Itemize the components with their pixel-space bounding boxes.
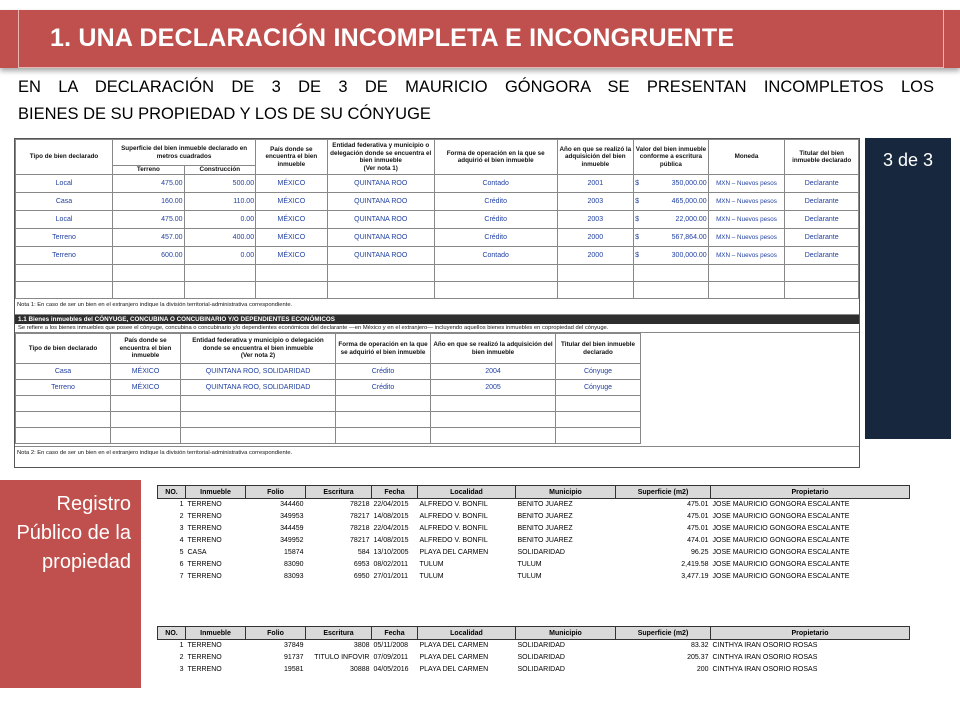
declaration-row — [16, 229, 859, 247]
header-construccion: Construcción — [184, 166, 256, 175]
registry-cell: SOLIDARIDAD — [517, 549, 565, 556]
cell-construccion: 110.00 — [184, 193, 256, 211]
cell-pais: MÉXICO — [256, 229, 328, 247]
cell-tipo: Terreno — [16, 380, 111, 396]
registry-cell: 15874 — [284, 549, 304, 556]
registry-row — [158, 511, 910, 523]
spouse-row — [16, 380, 641, 396]
registry-cell: BENITO JUAREZ — [517, 501, 573, 509]
cell-titular: Cónyuge — [556, 364, 641, 380]
registry-cell: CINTHYA IRAN OSORIO ROSAS — [712, 654, 818, 661]
cell-entidad: QUINTANA ROO — [327, 193, 434, 211]
registry-cell: 22/04/2015 — [373, 501, 409, 509]
registry-cell: SOLIDARIDAD — [517, 666, 565, 673]
registry-cell: TERRENO — [187, 501, 222, 509]
cell-anio: 2000 — [557, 247, 634, 265]
declaration-row — [16, 247, 859, 265]
header-entidad — [327, 140, 434, 175]
currency-symbol: $ — [635, 252, 640, 259]
registry-cell: BENITO JUAREZ — [517, 537, 573, 544]
registry-cell: TULUM — [517, 573, 542, 580]
registry-rows-spouse — [158, 640, 910, 676]
registry-table-spouse — [157, 626, 910, 676]
registry-cell: 4 — [179, 537, 184, 544]
registry-rows-owner — [158, 499, 910, 583]
registry-cell: 3 — [179, 525, 184, 532]
registry-cell: 344459 — [280, 525, 304, 532]
registry-cell: 475.01 — [687, 525, 709, 532]
intro-line-1: EN LA DECLARACIÓN DE 3 DE 3 DE MAURICIO GÓNGORA SE PRESENTAN INCOMPLETOS LOS — [18, 78, 934, 96]
header-moneda: Moneda — [708, 140, 785, 175]
registry-cell: 584 — [357, 549, 370, 556]
note-2: Nota 2: En caso de ser un bien en el extranjero indique la división territorial-administrativa correspondiente. — [15, 446, 859, 462]
currency-symbol: $ — [635, 198, 640, 205]
cell-terreno: 600.00 — [113, 247, 185, 265]
registry-cell: BENITO JUAREZ — [517, 525, 573, 532]
spouse-properties-rows — [16, 364, 641, 444]
spouse-section-desc: Se refiere a los bienes inmuebles que posee el cónyuge, concubina o concubinario y/o dependientes económicos del declarante —en México y en el extranjero— incluyendo aquellos bienes inmuebles en copropiedad del cónyuge. — [15, 324, 859, 333]
empty-cell — [113, 265, 185, 282]
empty-cell — [16, 396, 111, 412]
registry-cell: 3,477.19 — [681, 573, 709, 580]
empty-cell — [431, 428, 556, 444]
cell-moneda: MXN – Nuevos pesos — [708, 193, 785, 211]
registry-row — [158, 547, 910, 559]
empty-cell — [634, 265, 709, 282]
registry-cell: CASA — [187, 549, 207, 556]
title-bar — [0, 10, 960, 68]
empty-cell — [256, 282, 328, 299]
cell-titular: Cónyuge — [556, 380, 641, 396]
declaration-row — [16, 211, 859, 229]
currency-symbol: $ — [635, 180, 640, 187]
cell-forma: Contado — [434, 175, 557, 193]
cell-anio: 2003 — [557, 193, 634, 211]
cell-titular: Declarante — [785, 229, 859, 247]
registry-row — [158, 664, 910, 676]
registry-cell: 474.01 — [687, 537, 709, 544]
cell-pais: MÉXICO — [256, 211, 328, 229]
registry-cell: 19581 — [284, 666, 304, 673]
empty-cell — [16, 282, 113, 299]
cell-valor-amount: 567,864.00 — [671, 234, 707, 241]
registry-cell: TULUM — [419, 561, 444, 568]
spouse-header-entidad-text: Entidad federativa y municipio o delegación donde se encuentra el bien inmueble — [192, 337, 324, 352]
registry-row — [158, 523, 910, 535]
empty-cell — [431, 396, 556, 412]
spouse-header-titular: Titular del bien inmueble declarado — [556, 334, 641, 364]
empty-cell — [708, 282, 785, 299]
registry-cell: 6953 — [353, 561, 370, 568]
cell-valor-amount: 350,000.00 — [671, 180, 707, 187]
registry-cell: 08/02/2011 — [373, 561, 409, 568]
empty-cell — [557, 265, 634, 282]
registry-cell: PLAYA DEL CARMEN — [419, 666, 489, 673]
badge-panel — [865, 138, 951, 439]
registry-cell: TERRENO — [187, 513, 222, 520]
side-label-panel — [0, 480, 141, 688]
registry-cell: 13/10/2005 — [373, 549, 409, 556]
cell-construccion: 400.00 — [184, 229, 256, 247]
cell-entidad: QUINTANA ROO — [327, 211, 434, 229]
empty-cell — [111, 412, 181, 428]
declaration-empty-row — [16, 282, 859, 299]
registry-cell: 1 — [179, 501, 184, 509]
empty-cell — [16, 428, 111, 444]
registry-header-row — [158, 627, 910, 640]
header-anio: Año en que se realizó la adquisición del bien inmueble — [557, 140, 634, 175]
cell-entidad: QUINTANA ROO, SOLIDARIDAD — [181, 364, 336, 380]
cell-moneda: MXN – Nuevos pesos — [708, 247, 785, 265]
empty-cell — [785, 282, 859, 299]
registry-cell: 349952 — [280, 537, 304, 544]
empty-cell — [181, 428, 336, 444]
registry-cell: ALFREDO V. BONFIL — [419, 525, 488, 532]
cell-pais: MÉXICO — [111, 364, 181, 380]
empty-cell — [327, 282, 434, 299]
cell-tipo: Local — [16, 211, 113, 229]
empty-cell — [434, 265, 557, 282]
empty-cell — [708, 265, 785, 282]
registry-cell: 83093 — [284, 573, 304, 580]
spouse-header-anio: Año en que se realizó la adquisición del bien inmueble — [431, 334, 556, 364]
registry-cell: BENITO JUAREZ — [517, 513, 573, 520]
registry-cell: 07/09/2011 — [373, 654, 409, 661]
intro-line-2: BIENES DE SU PROPIEDAD Y LOS DE SU CÓNYUGE — [18, 105, 431, 123]
registry-cell: 7 — [179, 573, 184, 580]
empty-cell — [184, 282, 256, 299]
cell-terreno: 475.00 — [113, 175, 185, 193]
registry-cell: 6 — [179, 561, 184, 568]
registry-cell: 04/05/2016 — [373, 666, 409, 673]
registry-cell: 200 — [696, 666, 709, 673]
spouse-section-title: 1.1 Bienes inmuebles del CÓNYUGE, CONCUBINA O CONCUBINARIO Y/O DEPENDIENTES ECONÓMICOS — [15, 315, 859, 324]
registry-cell: TERRENO — [187, 654, 222, 661]
own-properties-rows — [16, 175, 859, 299]
header-superficie: Superficie del bien inmueble declarado en metros cuadrados — [113, 140, 256, 166]
side-label: Registro Público de la propiedad — [16, 493, 131, 573]
header-forma: Forma de operación en la que se adquirió el bien inmueble — [434, 140, 557, 175]
cell-forma: Crédito — [434, 211, 557, 229]
registry-cell: 78218 — [350, 525, 370, 532]
header-pais: País donde se encuentra el bien inmueble — [256, 140, 328, 175]
spouse-properties-table — [15, 333, 641, 444]
registry-cell: 14/08/2015 — [373, 537, 409, 544]
cell-pais: MÉXICO — [256, 247, 328, 265]
cell-tipo: Casa — [16, 364, 111, 380]
registry-cell: TULUM — [517, 561, 542, 568]
cell-pais: MÉXICO — [256, 175, 328, 193]
empty-cell — [434, 282, 557, 299]
cell-terreno: 475.00 — [113, 211, 185, 229]
spouse-empty-row — [16, 412, 641, 428]
spouse-header-forma: Forma de operación en la que se adquirió el bien inmueble — [336, 334, 431, 364]
registry-cell: 3808 — [353, 642, 370, 650]
empty-cell — [184, 265, 256, 282]
registry-row — [158, 499, 910, 511]
empty-cell — [557, 282, 634, 299]
cell-valor — [634, 229, 709, 247]
registry-cell: CINTHYA IRAN OSORIO ROSAS — [712, 666, 818, 673]
registry-cell: 475.01 — [687, 513, 709, 520]
cell-valor — [634, 211, 709, 229]
cell-titular: Declarante — [785, 193, 859, 211]
empty-cell — [336, 412, 431, 428]
empty-cell — [336, 428, 431, 444]
registry-table-owner — [157, 485, 910, 583]
registry-cell: JOSE MAURICIO GONGORA ESCALANTE — [712, 573, 850, 580]
cell-tipo: Terreno — [16, 229, 113, 247]
registry-cell: 78217 — [350, 513, 370, 520]
cell-valor — [634, 247, 709, 265]
registry-cell: PLAYA DEL CARMEN — [419, 654, 489, 661]
header-terreno: Terreno — [113, 166, 185, 175]
registry-row — [158, 652, 910, 664]
header-valor: Valor del bien inmueble conforme a escritura pública — [634, 140, 709, 175]
registry-cell: 78218 — [350, 501, 370, 509]
registry-header-cell: NO. — [158, 627, 186, 640]
cell-moneda: MXN – Nuevos pesos — [708, 175, 785, 193]
registry-cell: PLAYA DEL CARMEN — [419, 549, 489, 556]
empty-cell — [556, 412, 641, 428]
spouse-empty-row — [16, 428, 641, 444]
spouse-header-entidad — [181, 334, 336, 364]
spouse-header-entidad-note: (Ver nota 2) — [240, 352, 276, 360]
registry-cell: 6950 — [353, 573, 370, 580]
cell-construccion: 0.00 — [184, 247, 256, 265]
header-entidad-note: (Ver nota 1) — [363, 164, 398, 172]
registry-cell: 83090 — [284, 561, 304, 568]
empty-cell — [16, 412, 111, 428]
cell-anio: 2003 — [557, 211, 634, 229]
registry-cell: 475.01 — [687, 501, 709, 509]
cell-forma: Crédito — [434, 229, 557, 247]
registry-row — [158, 535, 910, 547]
registry-cell: TERRENO — [187, 573, 222, 580]
registry-cell: 2 — [179, 654, 184, 661]
registry-cell: 83.32 — [690, 642, 709, 650]
registry-cell: 78217 — [350, 537, 370, 544]
empty-cell — [111, 428, 181, 444]
cell-forma: Crédito — [434, 193, 557, 211]
empty-cell — [111, 396, 181, 412]
registry-cell: 91737 — [284, 654, 304, 661]
registry-cell: 2,419.58 — [681, 561, 709, 568]
declaration-empty-row — [16, 265, 859, 282]
registry-cell: 344460 — [280, 501, 304, 509]
registry-header-cell: Municipio — [516, 627, 616, 640]
cell-anio: 2005 — [431, 380, 556, 396]
empty-cell — [336, 396, 431, 412]
cell-valor — [634, 193, 709, 211]
registry-header-cell: Escritura — [306, 627, 372, 640]
registry-cell: 30888 — [350, 666, 370, 673]
registry-cell: 1 — [179, 642, 184, 650]
cell-terreno: 457.00 — [113, 229, 185, 247]
registry-header-cell: Escritura — [306, 486, 372, 499]
own-properties-table — [15, 139, 859, 299]
spouse-empty-row — [16, 396, 641, 412]
cell-forma: Crédito — [336, 364, 431, 380]
registry-header-row — [158, 486, 910, 499]
cell-forma: Contado — [434, 247, 557, 265]
currency-symbol: $ — [635, 216, 640, 223]
empty-cell — [181, 412, 336, 428]
cell-titular: Declarante — [785, 175, 859, 193]
cell-forma: Crédito — [336, 380, 431, 396]
declaration-scan — [14, 138, 860, 468]
cell-construccion: 0.00 — [184, 211, 256, 229]
spouse-row — [16, 364, 641, 380]
registry-cell: JOSE MAURICIO GONGORA ESCALANTE — [712, 501, 850, 509]
registry-header-cell: Fecha — [372, 486, 418, 499]
registry-row — [158, 571, 910, 583]
registry-cell: TITULO INFOVIR — [314, 654, 370, 661]
registry-cell: CINTHYA IRAN OSORIO ROSAS — [712, 642, 818, 650]
registry-header-cell: Inmueble — [186, 627, 246, 640]
cell-entidad: QUINTANA ROO — [327, 247, 434, 265]
cell-titular: Declarante — [785, 211, 859, 229]
registry-header-cell: Localidad — [418, 627, 516, 640]
cell-valor-amount: 22,000.00 — [675, 216, 707, 223]
empty-cell — [785, 265, 859, 282]
registry-cell: JOSE MAURICIO GONGORA ESCALANTE — [712, 513, 850, 520]
empty-cell — [16, 265, 113, 282]
registry-cell: ALFREDO V. BONFIL — [419, 501, 488, 509]
cell-anio: 2004 — [431, 364, 556, 380]
cell-tipo: Terreno — [16, 247, 113, 265]
cell-tipo: Local — [16, 175, 113, 193]
empty-cell — [634, 282, 709, 299]
cell-valor-amount: 465,000.00 — [671, 198, 707, 205]
registry-row — [158, 640, 910, 652]
empty-cell — [113, 282, 185, 299]
cell-titular: Declarante — [785, 247, 859, 265]
registry-cell: 3 — [179, 666, 184, 673]
registry-header-cell: NO. — [158, 486, 186, 499]
declaration-row — [16, 193, 859, 211]
empty-cell — [556, 428, 641, 444]
registry-cell: 27/01/2011 — [373, 573, 409, 580]
badge-label: 3 de 3 — [882, 150, 934, 170]
cell-pais: MÉXICO — [111, 380, 181, 396]
registry-header-cell: Folio — [246, 486, 306, 499]
registry-cell: 349953 — [280, 513, 304, 520]
registry-cell: 37849 — [284, 642, 304, 650]
registry-cell: SOLIDARIDAD — [517, 642, 565, 650]
registry-cell: TERRENO — [187, 561, 222, 568]
cell-valor — [634, 175, 709, 193]
cell-entidad: QUINTANA ROO — [327, 229, 434, 247]
registry-cell: ALFREDO V. BONFIL — [419, 513, 488, 520]
registry-cell: 96.25 — [690, 549, 709, 556]
empty-cell — [556, 396, 641, 412]
cell-tipo: Casa — [16, 193, 113, 211]
registry-cell: 22/04/2015 — [373, 525, 409, 532]
cell-moneda: MXN – Nuevos pesos — [708, 229, 785, 247]
registry-cell: SOLIDARIDAD — [517, 654, 565, 661]
registry-cell: 5 — [179, 549, 184, 556]
empty-cell — [327, 265, 434, 282]
header-tipo: Tipo de bien declarado — [16, 140, 113, 175]
registry-cell: JOSE MAURICIO GONGORA ESCALANTE — [712, 549, 850, 556]
registry-header-cell: Localidad — [418, 486, 516, 499]
cell-entidad: QUINTANA ROO, SOLIDARIDAD — [181, 380, 336, 396]
registry-header-cell: Fecha — [372, 627, 418, 640]
registry-cell: 205.37 — [687, 654, 709, 661]
registry-cell: TERRENO — [187, 666, 222, 673]
spouse-header-tipo: Tipo de bien declarado — [16, 334, 111, 364]
empty-cell — [181, 396, 336, 412]
note-1: Nota 1: En caso de ser un bien en el extranjero indique la división territorial-administrativa correspondiente. — [15, 299, 859, 315]
slide-title: 1. UNA DECLARACIÓN INCOMPLETA E INCONGRUENTE — [50, 24, 735, 52]
registry-cell: JOSE MAURICIO GONGORA ESCALANTE — [712, 537, 850, 544]
cell-anio: 2001 — [557, 175, 634, 193]
registry-header-cell: Propietario — [711, 627, 910, 640]
cell-moneda: MXN – Nuevos pesos — [708, 211, 785, 229]
registry-header-cell: Superficie (m2) — [616, 627, 711, 640]
empty-cell — [431, 412, 556, 428]
cell-pais: MÉXICO — [256, 193, 328, 211]
empty-cell — [256, 265, 328, 282]
registry-header-cell: Inmueble — [186, 486, 246, 499]
registry-cell: ALFREDO V. BONFIL — [419, 537, 488, 544]
registry-cell: TERRENO — [187, 642, 222, 650]
registry-cell: JOSE MAURICIO GONGORA ESCALANTE — [712, 525, 850, 532]
cell-construccion: 500.00 — [184, 175, 256, 193]
cell-valor-amount: 300,000.00 — [671, 252, 707, 259]
registry-cell: PLAYA DEL CARMEN — [419, 642, 489, 650]
declaration-row — [16, 175, 859, 193]
header-entidad-text: Entidad federativa y municipio o delegación donde se encuentra el bien inmueble — [330, 142, 432, 164]
intro-text — [18, 74, 934, 128]
registry-cell: JOSE MAURICIO GONGORA ESCALANTE — [712, 561, 850, 568]
registry-header-cell: Superficie (m2) — [616, 486, 711, 499]
registry-cell: 05/11/2008 — [373, 642, 409, 650]
registry-cell: 14/08/2015 — [373, 513, 409, 520]
cell-terreno: 160.00 — [113, 193, 185, 211]
currency-symbol: $ — [635, 234, 640, 241]
registry-header-cell: Municipio — [516, 486, 616, 499]
spouse-header-pais: País donde se encuentra el bien inmueble — [111, 334, 181, 364]
cell-anio: 2000 — [557, 229, 634, 247]
registry-header-cell: Folio — [246, 627, 306, 640]
registry-cell: TERRENO — [187, 525, 222, 532]
registry-cell: TERRENO — [187, 537, 222, 544]
cell-entidad: QUINTANA ROO — [327, 175, 434, 193]
registry-cell: TULUM — [419, 573, 444, 580]
registry-cell: 2 — [179, 513, 184, 520]
header-titular: Titular del bien inmueble declarado — [785, 140, 859, 175]
registry-header-cell: Propietario — [711, 486, 910, 499]
registry-row — [158, 559, 910, 571]
